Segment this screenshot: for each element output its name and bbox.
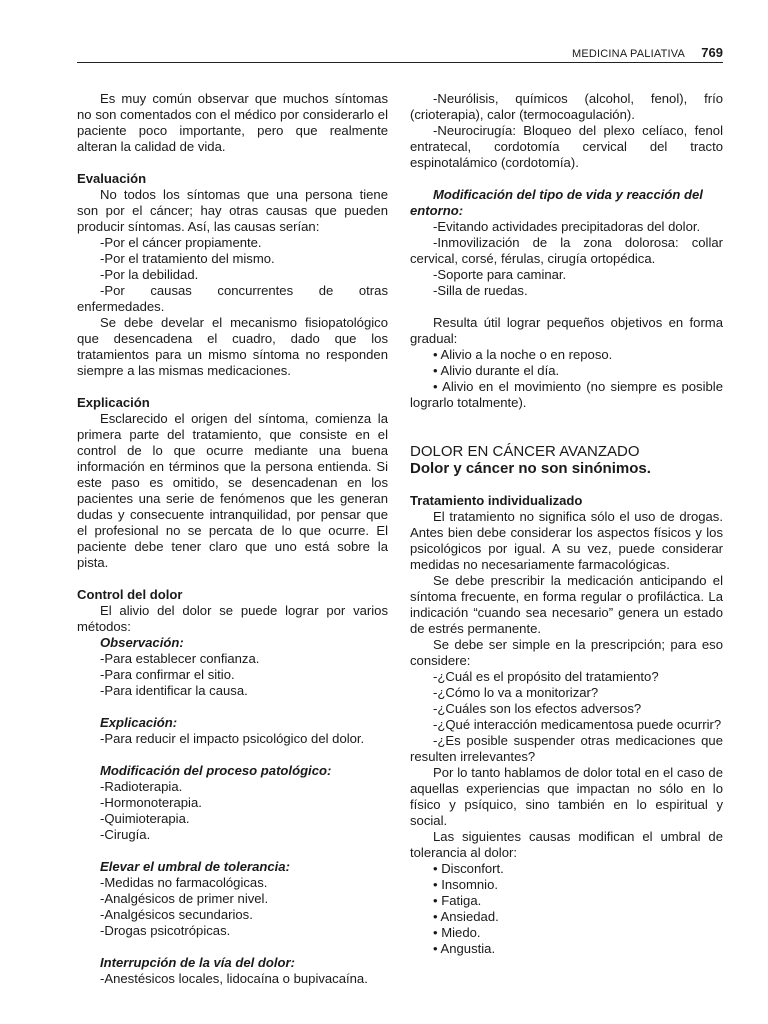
list-item: • Disconfort. — [433, 861, 504, 876]
list-item: -Analgésicos secundarios. — [100, 907, 253, 922]
list-item: -Silla de ruedas. — [433, 283, 528, 298]
running-title: MEDICINA PALIATIVA — [571, 48, 685, 60]
list-item: -Neurocirugía: Bloqueo del plexo celíaco, fenol entratecal, cordotomía cervical del tracto espinotalámico (cordotomía). — [410, 123, 723, 170]
right-column — [410, 91, 723, 957]
control-heading: Control del dolor — [77, 587, 183, 602]
list-item: -¿Cuál es el propósito del tratamiento? — [433, 669, 659, 684]
list-item: -Para establecer confianza. — [100, 651, 260, 666]
list-item: • Alivio en el movimiento (no siempre es posible lograrlo totalmente). — [410, 379, 723, 410]
list-item: -Para reducir el impacto psicológico del dolor. — [100, 731, 365, 746]
list-item: • Alivio durante el día. — [433, 363, 560, 378]
list-item: -Anestésicos locales, lidocaína o bupivacaína. — [100, 971, 368, 986]
list-item: -Evitando actividades precipitadoras del dolor. — [433, 219, 701, 234]
interrupcion-heading: Interrupción de la vía del dolor: — [100, 955, 295, 970]
list-item: -Drogas psicotrópicas. — [100, 923, 231, 938]
list-item: • Angustia. — [433, 941, 496, 956]
objetivos-text: Resulta útil lograr pequeños objetivos en forma gradual: — [410, 315, 723, 346]
tratamiento-paragraph: Se debe prescribir la medicación anticipando el síntoma frecuente, en forma regular o profiláctica. La indicación “cuando sea necesario” genera un estado de estrés permanente. — [410, 573, 723, 636]
explicacion-text: Esclarecido el origen del síntoma, comienza la primera parte del tratamiento, que consiste en el control de lo que ocurre mediante una buena información en términos que la persona entienda. Si este paso es omitido, se desencadenan en los pacientes una serie de fenómenos que les generan dudas y consecuente intranquilidad, por pensar que el profesional no se percata de lo que ocurre. El paciente debe tener claro que uno está sobre la pista. — [77, 411, 388, 570]
list-item: -Hormonoterapia. — [100, 795, 202, 810]
list-item: -Analgésicos de primer nivel. — [100, 891, 269, 906]
page-number: 769 — [701, 45, 723, 60]
tratamiento-paragraph: El tratamiento no significa sólo el uso de drogas. Antes bien debe considerar los aspectos físicos y los psicológicos por igual. A su vez, puede considerar medidas no necesariamente farmacológicas. — [410, 509, 723, 572]
list-item: -¿Es posible suspender otras medicaciones que resulten irrelevantes? — [410, 733, 723, 764]
observacion-heading: Observación: — [100, 635, 184, 650]
list-item: -Soporte para caminar. — [433, 267, 567, 282]
list-item: -Por el tratamiento del mismo. — [100, 251, 275, 266]
explicacion-heading: Explicación — [77, 395, 150, 410]
list-item: -¿Cuáles son los efectos adversos? — [433, 701, 642, 716]
control-text: El alivio del dolor se puede lograr por varios métodos: — [77, 603, 388, 634]
evaluacion-text-2: Se debe develar el mecanismo fisiopatológico que desencadena el cuadro, dado que los tratamientos para un mismo síntoma no responden siempre a las mismas medicaciones. — [77, 315, 388, 378]
list-item: -¿Qué interacción medicamentosa puede ocurrir? — [433, 717, 722, 732]
list-item: -Inmovilización de la zona dolorosa: collar cervical, corsé, férulas, cirugía ortopédica. — [410, 235, 723, 266]
list-item: • Miedo. — [433, 925, 481, 940]
list-item: -Para confirmar el sitio. — [100, 667, 235, 682]
list-item: -Medidas no farmacológicas. — [100, 875, 268, 890]
list-item: • Alivio a la noche o en reposo. — [433, 347, 613, 362]
list-item: -Por causas concurrentes de otras enfermedades. — [77, 283, 388, 314]
list-item: -Quimioterapia. — [100, 811, 190, 826]
list-item: -Para identificar la causa. — [100, 683, 248, 698]
umbral-heading: Elevar el umbral de tolerancia: — [100, 859, 290, 874]
evaluacion-heading: Evaluación — [77, 171, 147, 186]
list-item: • Ansiedad. — [433, 909, 499, 924]
section-title: DOLOR EN CÁNCER AVANZADO — [410, 443, 640, 460]
section-subtitle: Dolor y cáncer no son sinónimos. — [410, 460, 651, 477]
tratamiento-paragraph: Se debe ser simple en la prescripción; para eso considere: — [410, 637, 723, 668]
explicacion2-heading: Explicación: — [100, 715, 178, 730]
list-item: • Fatiga. — [433, 893, 482, 908]
left-column — [77, 91, 388, 987]
list-item: -Por el cáncer propiamente. — [100, 235, 262, 250]
modificacion-heading: Modificación del proceso patológico: — [100, 763, 332, 778]
list-item: -Radioterapia. — [100, 779, 183, 794]
tratamiento-paragraph: Las siguientes causas modifican el umbral de tolerancia al dolor: — [410, 829, 723, 860]
list-item: -Por la debilidad. — [100, 267, 199, 282]
tratamiento-paragraph: Por lo tanto hablamos de dolor total en el caso de aquellas experiencias que impactan no sólo en lo físico y psíquico, sino también en lo espiritual y social. — [410, 765, 723, 828]
list-item: -Cirugía. — [100, 827, 151, 842]
list-item: -¿Cómo lo va a monitorizar? — [433, 685, 599, 700]
evaluacion-text: No todos los síntomas que una persona tiene son por el cáncer; hay otras causas que pueden producir síntomas. Así, las causas serían: — [77, 187, 388, 234]
list-item: • Insomnio. — [433, 877, 498, 892]
list-item: -Neurólisis, químicos (alcohol, fenol), frío (crioterapia), calor (termocoagulación). — [410, 91, 723, 122]
page-header — [77, 44, 723, 63]
tratamiento-heading: Tratamiento individualizado — [410, 493, 583, 508]
intro-paragraph: Es muy común observar que muchos síntomas no son comentados con el médico por considerarlo el paciente poco importante, pero que realmente alteran la calidad de vida. — [77, 91, 388, 154]
vida-heading: Modificación del tipo de vida y reacción del entorno: — [410, 187, 703, 218]
